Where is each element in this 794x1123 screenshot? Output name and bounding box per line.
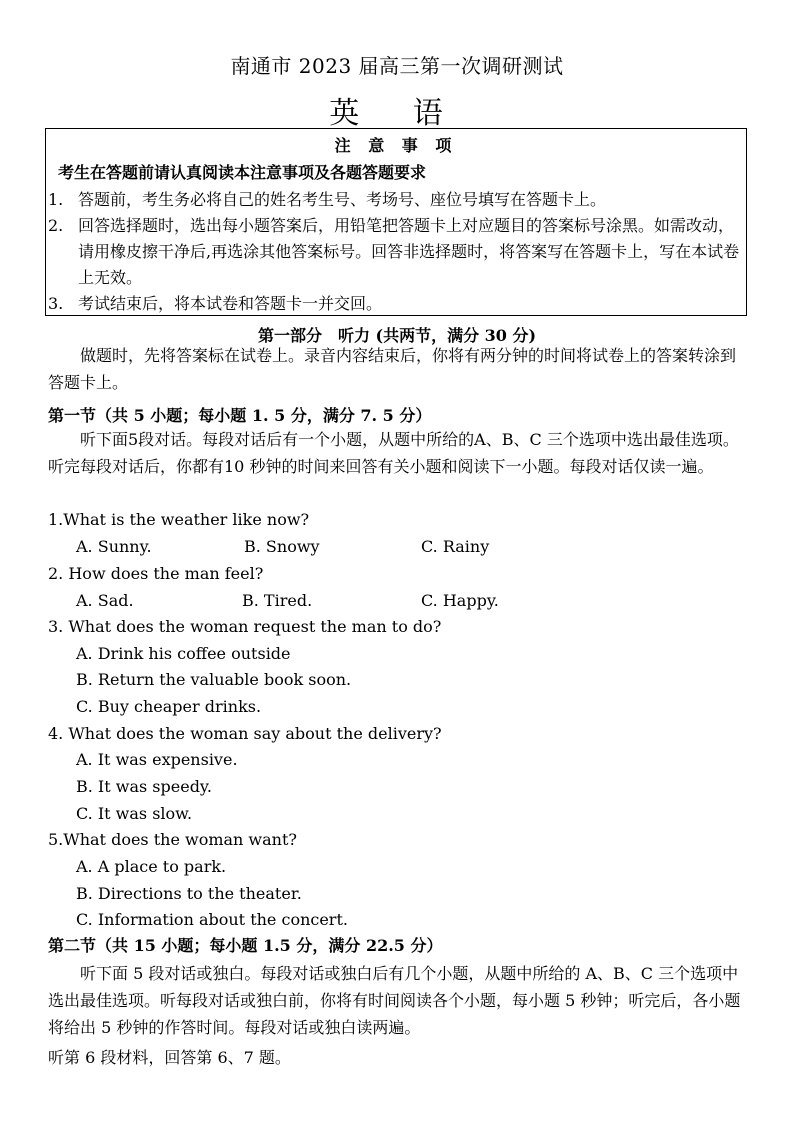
notice-item-number: 3. xyxy=(48,294,64,313)
subject-title: 英 语 xyxy=(329,96,465,131)
option-a: A. Drink his coffee outside xyxy=(76,644,291,663)
notice-heading: 注 意 事 项 xyxy=(334,136,458,155)
option-b: B. Directions to the theater. xyxy=(76,884,302,903)
option-c: C. Rainy xyxy=(421,537,490,556)
notice-item-text: 回答选择题时，选出每小题答案后，用铅笔把答题卡上对应题目的答案标号涂黑。如需改动，请用橡皮擦干净后,再选涂其他答案标号。回答非选择题时，将答案写在答题卡上，写在本试卷上无效。 xyxy=(78,216,740,287)
option-c: C. It was slow. xyxy=(76,804,193,823)
part1-intro: 做题时，先将答案标在试卷上。录音内容结束后，你将有两分钟的时间将试卷上的答案转涂到答题卡上。 xyxy=(48,346,737,392)
section2-note: 听第 6 段材料，回答第 6、7 题。 xyxy=(48,1048,291,1067)
question-stem: 2. How does the man feel? xyxy=(48,564,264,583)
section2-heading: 第二节（共 15 小题；每小题 1.5 分，满分 22.5 分） xyxy=(48,936,443,955)
exam-title: 南通市 2023 届高三第一次调研测试 xyxy=(230,54,564,78)
section1-heading: 第一节（共 5 小题；每小题 1. 5 分，满分 7. 5 分） xyxy=(48,406,432,425)
section2-intro: 听下面 5 段对话或独白。每段对话或独白后有几个小题，从题中所给的 A、B、C 三个选项中选出最佳选项。听每段对话或独白前，你将有时间阅读各个小题，每小题 5 秒钟；听完后，各小题将给出 5 秒钟的作答时间。每段对话或独白读两遍。 xyxy=(48,964,741,1037)
question-stem: 4. What does the woman say about the delivery? xyxy=(48,724,442,743)
option-b: B. Snowy xyxy=(244,537,320,556)
question-stem: 3. What does the woman request the man to do? xyxy=(48,617,442,636)
option-a: A. Sunny. xyxy=(76,537,152,556)
notice-item-text: 考试结束后，将本试卷和答题卡一并交回。 xyxy=(78,294,383,313)
notice-item-number: 2. xyxy=(48,216,64,235)
option-a: A. It was expensive. xyxy=(76,750,238,769)
question-stem: 1.What is the weather like now? xyxy=(48,510,310,529)
option-c: C. Information about the concert. xyxy=(76,910,348,929)
option-c: C. Happy. xyxy=(421,591,499,610)
notice-lead: 考生在答题前请认真阅读本注意事项及各题答题要求 xyxy=(58,163,427,182)
option-a: A. A place to park. xyxy=(76,857,227,876)
option-b: B. Tired. xyxy=(242,591,313,610)
notice-item-number: 1. xyxy=(48,190,64,209)
part1-heading: 第一部分 听力 (共两节，满分 30 分) xyxy=(257,326,537,345)
notice-box xyxy=(45,128,747,316)
option-b: B. It was speedy. xyxy=(76,777,212,796)
option-b: B. Return the valuable book soon. xyxy=(76,670,352,689)
option-a: A. Sad. xyxy=(76,591,134,610)
question-stem: 5.What does the woman want? xyxy=(48,830,297,849)
option-c: C. Buy cheaper drinks. xyxy=(76,697,262,716)
section1-intro: 听下面5段对话。每段对话后有一个小题，从题中所给的A、B、C 三个选项中选出最佳选项。听完每段对话后，你都有10 秒钟的时间来回答有关小题和阅读下一小题。每段对话仅读一遍。 xyxy=(48,430,739,476)
notice-item-text: 答题前，考生务必将自己的姓名考生号、考场号、座位号填写在答题卡上。 xyxy=(78,190,607,209)
